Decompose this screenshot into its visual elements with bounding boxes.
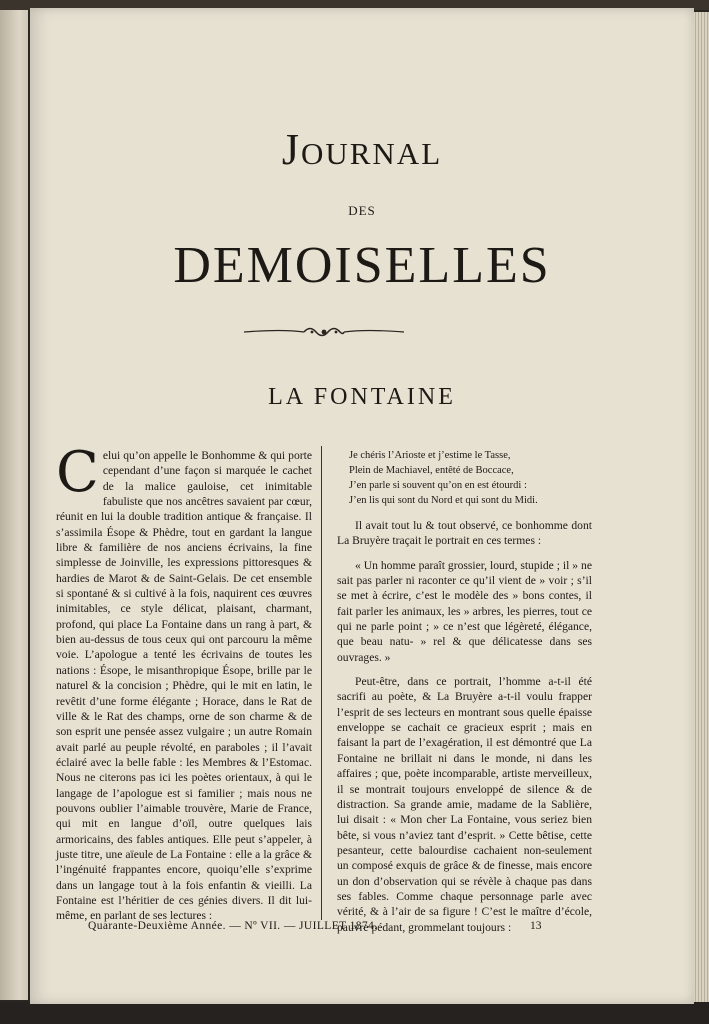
right-paragraph: Peut-être, dans ce portrait, l’homme a-t-il été sacrifi au poète, & La Bruyère a-t-il voulu frapper l’esprit de ses lecteurs en montrant sous quelle épaisse enveloppe se cachait ce gracieux esprit ; mais en faisant la part de l’exagération, il est démontré que La Fontaine ne brillait ni dans le monde, ni dans les affaires ; que, poète incomparable, artiste merveilleux, il se montrait toujours enveloppé de silence & de distraction. Sa grande amie, madame de la Sablière, lui disait : « Mon cher La Fontaine, vous seriez bien bête, si vous n’aviez tant d’esprit. » Cette bêtise, cette pesanteur, cette balourdise cachaient non-seulement un composé exquis de grâce & de finesse, mais encore un don d’observation qui se révèle à chaque pas dans ses fables. Comme chaque personnage parle avec vérité, & à l’air de sa figure ! C’est le maître d’école, pauvre pédant, grommelant toujours : (337, 675, 592, 934)
page-number: 13 (530, 920, 542, 932)
drop-cap: C (56, 440, 99, 505)
facing-page-edge (0, 10, 28, 1000)
masthead-des: DES (348, 203, 376, 218)
verse-line: Je chéris l’Arioste et j’estime le Tasse, (349, 450, 511, 461)
verse-quote (337, 448, 592, 508)
scan-bottom-edge (0, 1002, 709, 1024)
right-column (337, 448, 592, 935)
masthead-journal: Journal (281, 125, 443, 174)
left-paragraph-text: elui qu’on appelle le Bonhomme & qui porte cependant d’une façon si marquée le cachet de la malice gauloise, cet inimitable fabuliste que nos ancêtres savaient par cœur, réunit en lui la double tradition antique & française. Il s’assimila Ésope & Phèdre, tout en gardant la langue libre & familière de nos anciens écrivains, la fine simplesse de Joinville, les expressions pittoresques & hardies de Marot & de Saint-Gelais. De cet ensemble si spontané & si cultivé à la fois, naquirent ces œuvres inimitables, ce style délicat, plaisant, charmant, profond, qui place La Fontaine dans un rang à part, & bien au-dessus de tous ceux qui ont parcouru la même voie. L’apologue a tenté les écrivains de toutes les nations : Ésope, le misanthropique Ésope, brille par le naturel & la concision ; Phèdre, qui le mit en latin, le revêtit d’une forme élégante ; Horace, dans le Rat de ville & le Rat des champs, orne de son charme & de son esprit une pensée assez vulgaire ; un autre Romain avait parlé au peuple révolté, en paraboles ; il l’avait éclairé avec la belle fable : les Membres & l’Estomac. Nous ne citerons pas ici les poètes orientaux, à qui le langage de l’apologue est si familier ; mais nous ne pouvons oublier l’aimable trouvère, Marie de France, qui mit en langue d’oïl, outre quelques lais armoricains, des fables antiques. Elle peut s’appeler, à juste titre, une aïeule de La Fontaine : elle a la grâce & l’ingénuité frappantes encore, quoiqu’elle s’exprime dans un langage tout à la fois enfantin & vieilli. La Fontaine est l’héritier de ces génies divers. Il dit lui-même, en parlant de ses lectures : (56, 449, 312, 923)
verse-line: J’en lis qui sont du Nord et qui sont du Midi. (349, 495, 538, 506)
flourish-ornament-icon (242, 322, 406, 342)
article-title: LA FONTAINE (268, 384, 456, 410)
masthead-demoiselles: DEMOISELLES (173, 237, 551, 294)
issue-line: Quarante-Deuxième Année. — Nº VII. — JUILLET 1874. (88, 920, 378, 932)
left-paragraph (56, 440, 312, 924)
column-divider (321, 446, 322, 920)
labruyere-quote: « Un homme paraît grossier, lourd, stupide ; il » ne sait pas parler ni raconter ce qu’il vient de » voir ; s’il se met à écrire, c’est le modèle des » bons contes, il fait parler les animaux, les » arbres, les pierres, tout ce qui ne parle point ; » ce n’est que légèreté, élégance, que beau natu- » rel & que délicatesse dans ses ouvrages. » (337, 558, 592, 664)
verse-line: Plein de Machiavel, entêté de Boccace, (349, 465, 514, 476)
left-column (56, 440, 312, 924)
verse-line: J’en parle si souvent qu’on en est étourdi : (349, 480, 527, 491)
right-paragraph: Il avait tout lu & tout observé, ce bonhomme dont La Bruyère traçait le portrait en ces termes : (337, 519, 592, 548)
book-page (30, 8, 694, 1004)
